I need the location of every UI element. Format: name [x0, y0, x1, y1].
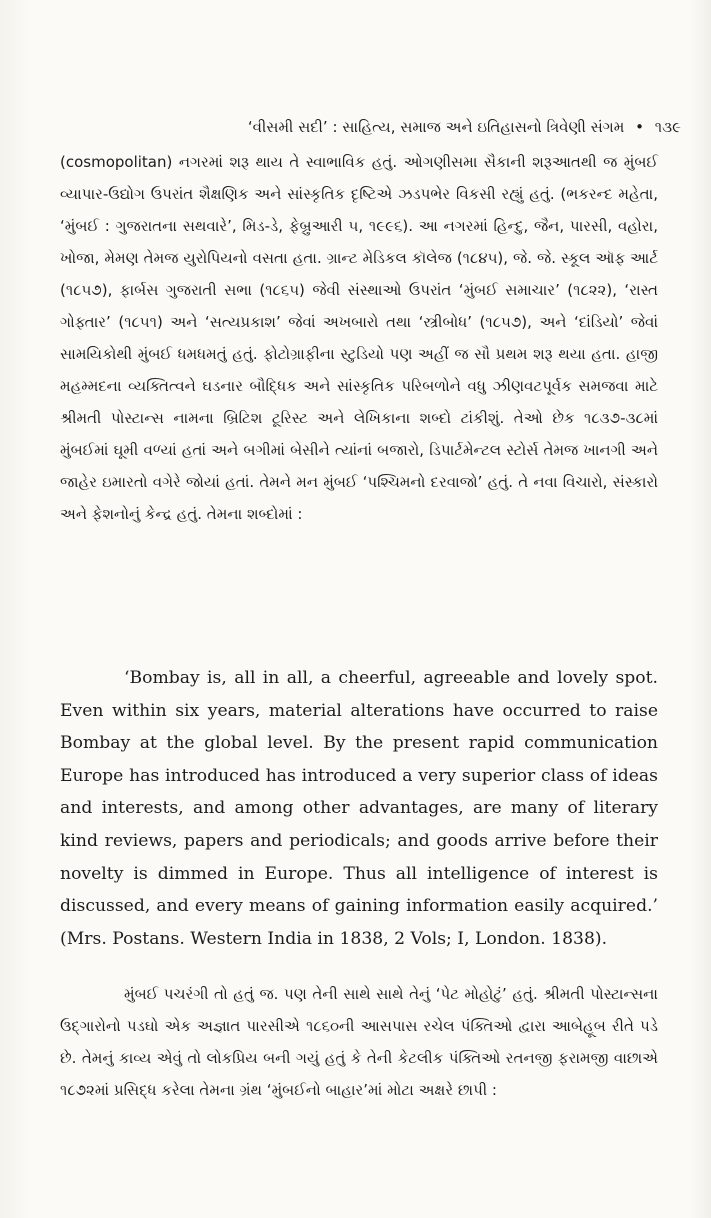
- running-title: ‘વીસમી સદી’ : સાહિત્ય, સમાજ અને ઇતિહાસનો ત્રિવેણી સંગમ: [247, 118, 625, 136]
- paragraph-2: મુંબઈ પચરંગી તો હતું જ. પણ તેની સાથે સાથે તેનું ‘પેટ મોહોટું’ હતું. શ્રીમતી પોસ્ટાન્સના ઉદ્‌ગારોનો પડઘો એક અજ્ઞાત પારસીએ ૧૮૬૦ની આસપાસ રચેલ પંક્તિઓ દ્વારા આબેહૂબ રીતે પડે છે. તેમનું કાવ્ય એવું તો લોકપ્રિય બની ગયું હતું કે તેની કેટલીક પંક્તિઓ રતનજી ફરામજી વાછાએ ૧૮૭૨માં પ્રસિદ્ધ કરેલા તેમના ગ્રંથ ‘મુંબઈનો બાહાર’માં મોટા અક્ષરે છાપી :: [60, 985, 658, 1099]
- block-quote: ‘Bombay is, all in all, a cheerful, agreeable and lovely spot. Even within six years, material alterations have occurred to raise Bombay at the global level. By the present rapid communication Europe has introduced has introduced a very superior class of ideas and interests, and among other advantages, are many of literary kind reviews, papers and periodicals; and goods arrive before their novelty is dimmed in Europe. Thus all intelligence of interest is discussed, and every means of gaining information easily acquired.’ (Mrs. Postans. Western India in 1838, 2 Vols; I, London. 1838).: [60, 668, 658, 949]
- header-separator: •: [635, 118, 644, 136]
- running-header: [40, 118, 681, 136]
- page-number: ૧૩૯: [654, 118, 681, 136]
- paragraph-1: (cosmopolitan) નગરમાં શરૂ થાય તે સ્વાભાવિક હતું. ઓગણીસમા સૈકાની શરૂઆતથી જ મુંબઈ વ્યાપાર-ઉદ્યોગ ઉપરાંત શૈક્ષણિક અને સાંસ્કૃતિક દૃષ્ટિએ ઝડપભેર વિકસી રહ્યું હતું. (ભકરન્દ મહેતા, ‘મુંબઈ : ગુજરાતના સથવારે’, મિડ-ડે, ફેબ્રુઆરી ૫, ૧૯૯૬). આ નગરમાં હિન્દુ, જૈન, પારસી, વહોરા, ખોજા, મેમણ તેમજ યુરોપિયનો વસતા હતા. ગ્રાન્ટ મેડિકલ કૉલેજ (૧૮૪૫), જે. જે. સ્કૂલ ઑફ આર્ટ (૧૮૫૭), ફાર્બસ ગુજરાતી સભા (૧૮૬૫) જેવી સંસ્થાઓ ઉપરાંત ‘મુંબઈ સમાચાર’ (૧૮૨૨), ‘રાસ્ત ગોફ્તાર’ (૧૮૫૧) અને ‘સત્યપ્રકાશ’ જેવાં અખબારો તથા ‘સ્ત્રીબોધ’ (૧૮૫૭), અને ‘દાંડિયો’ જેવાં સામયિકોથી મુંબઈ ધમધમતું હતું. ફોટોગ્રાફીના સ્ટુડિયો પણ અહીં જ સૌ પ્રથમ શરૂ થયા હતા. હાજી મહમ્મદના વ્યક્તિત્વને ઘડનાર બૌદ્ધિક અને સાંસ્કૃતિક પરિબળોને વધુ ઝીણવટપૂર્વક સમજવા માટે શ્રીમતી પોસ્ટાન્સ નામના બ્રિટિશ ટૂરિસ્ટ અને લેખિકાના શબ્દો ટાંકીશું. તેઓ છેક ૧૮૩૭-૩૮માં મુંબઈમાં ઘૂમી વળ્યાં હતાં અને બગીમાં બેસીને ત્યાંનાં બજારો, ડિપાર્ટમેન્ટલ સ્ટોર્સ તેમજ ખાનગી અને જાહેર ઇમારતો વગેરે જોયાં હતાં. તેમને મન મુંબઈ ‘પશ્ચિમનો દરવાજો’ હતું. તે નવા વિચારો, સંસ્કારો અને ફેશનોનું કેન્દ્ર હતું. તેમના શબ્દોમાં :: [60, 153, 658, 523]
